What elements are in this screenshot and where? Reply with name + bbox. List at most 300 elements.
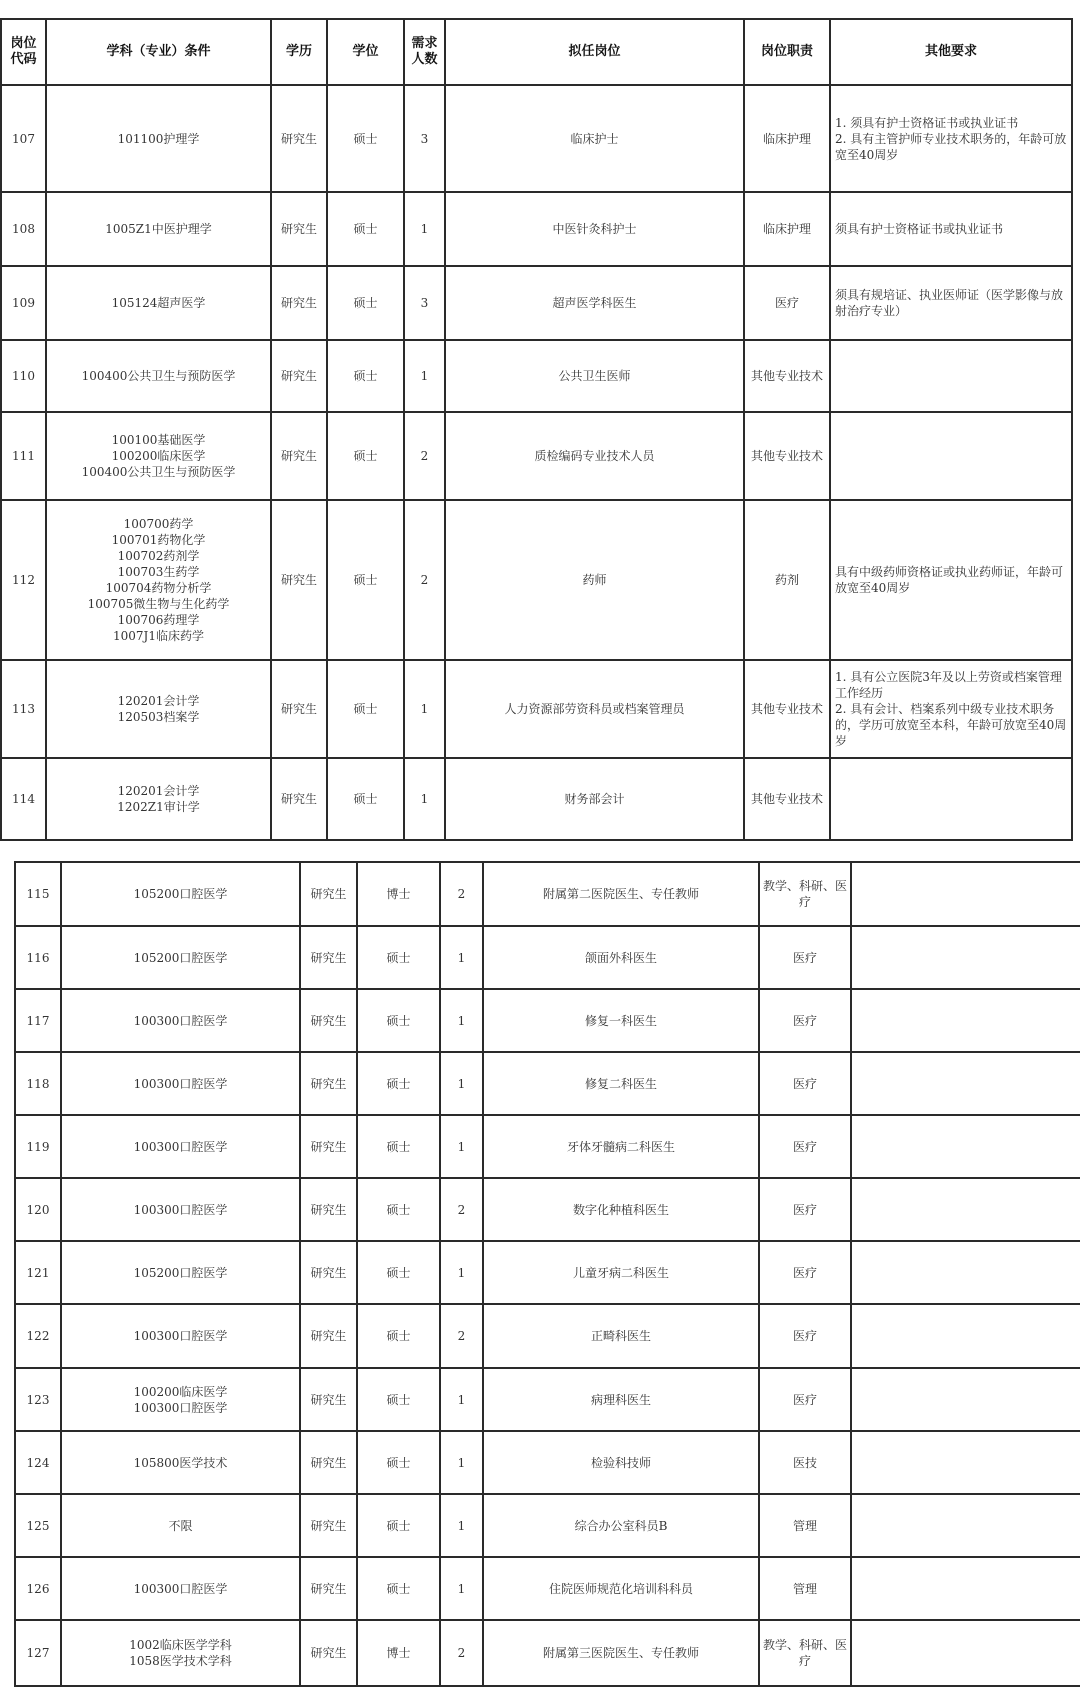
education-cell <box>271 758 327 840</box>
duty-cell <box>759 1304 851 1368</box>
cell-line: 修复二科医生 <box>584 1076 657 1091</box>
duty-cell <box>759 1115 851 1178</box>
major-cell <box>61 862 300 926</box>
cell-line: 正畸科医生 <box>590 1329 651 1343</box>
cell-line: 100703生药学 <box>117 565 200 579</box>
header-other-requirements-cell <box>830 19 1072 85</box>
duty-cell <box>744 266 830 340</box>
cell-line: 1058医学技术学科 <box>129 1654 232 1668</box>
cell-line: 研究生 <box>310 1202 347 1217</box>
cell-line: 硕士 <box>353 369 378 383</box>
count-cell <box>440 1620 483 1686</box>
cell-line: 1007J1临床药学 <box>113 629 204 643</box>
other-requirements-cell <box>830 340 1072 412</box>
position-cell <box>483 989 759 1052</box>
table-row <box>1 266 1072 340</box>
cell-line: 112 <box>12 573 35 587</box>
recruitment-table-part-2 <box>14 861 1080 1687</box>
cell-line: 研究生 <box>280 573 317 587</box>
other-requirements-cell <box>851 1368 1080 1431</box>
cell-line: 教学、科研、医疗 <box>762 1638 847 1668</box>
code-cell <box>15 862 61 926</box>
code-cell <box>15 1178 61 1241</box>
cell-line: 临床护理 <box>762 131 811 146</box>
cell-line: 医技 <box>792 1455 817 1470</box>
code-cell <box>1 85 46 192</box>
major-cell <box>61 1620 300 1686</box>
education-cell <box>300 1115 357 1178</box>
education-cell <box>271 412 327 500</box>
cell-line: 硕士 <box>386 1076 411 1091</box>
degree-cell <box>357 1178 440 1241</box>
position-cell <box>483 926 759 989</box>
major-cell <box>61 989 300 1052</box>
code-cell <box>15 1557 61 1620</box>
count-cell <box>404 85 445 192</box>
position-cell <box>483 1620 759 1686</box>
header-count-cell <box>404 19 445 85</box>
other-requirements-cell <box>830 758 1072 840</box>
cell-line: 牙体牙髓病二科医生 <box>566 1139 675 1154</box>
duty-cell <box>759 1431 851 1494</box>
major-cell <box>46 340 271 412</box>
cell-line: 病理科医生 <box>590 1392 651 1407</box>
count-cell <box>440 1241 483 1304</box>
cell-line: 116 <box>26 950 50 965</box>
degree-cell <box>327 660 404 758</box>
count-cell <box>440 1178 483 1241</box>
cell-line: 数字化种植科医生 <box>572 1202 669 1217</box>
other-requirements-cell <box>830 192 1072 266</box>
education-cell <box>271 85 327 192</box>
cell-line: 质检编码专业技术人员 <box>534 449 655 463</box>
cell-line: 人数 <box>411 52 438 67</box>
cell-line: 需求 <box>411 36 438 51</box>
header-code-cell <box>1 19 46 85</box>
other-requirements-cell <box>851 1178 1080 1241</box>
cell-line: 107 <box>12 131 35 146</box>
position-cell <box>445 340 744 412</box>
education-cell <box>300 1431 357 1494</box>
cell-line: 100706药理学 <box>117 613 200 627</box>
count-cell <box>440 1304 483 1368</box>
table-row <box>1 758 1072 840</box>
cell-line: 研究生 <box>280 131 317 146</box>
position-cell <box>483 1241 759 1304</box>
major-cell <box>61 1368 300 1431</box>
cell-line: 研究生 <box>310 1646 347 1660</box>
cell-line: 其他专业技术 <box>750 369 823 383</box>
cell-line: 100300口腔医学 <box>133 1139 228 1154</box>
header-education-cell <box>271 19 327 85</box>
cell-line: 100200临床医学 <box>133 1384 228 1399</box>
cell-line: 综合办公室科员B <box>574 1518 668 1533</box>
cell-line: 100300口腔医学 <box>133 1581 228 1596</box>
major-cell <box>61 1494 300 1557</box>
cell-line: 硕士 <box>353 449 378 463</box>
table-row <box>15 1178 1080 1241</box>
cell-line: 120503档案学 <box>117 710 200 724</box>
cell-line: 2. 具有会计、档案系列中级专业技术职务的，学历可放宽至本科，年龄可放宽至40周岁 <box>835 702 1067 748</box>
education-cell <box>300 926 357 989</box>
code-cell <box>15 1241 61 1304</box>
cell-line: 105200口腔医学 <box>133 1265 228 1280</box>
cell-line: 126 <box>26 1581 50 1596</box>
major-cell <box>61 1052 300 1115</box>
cell-line: 其他要求 <box>924 44 977 59</box>
major-cell <box>61 926 300 989</box>
code-cell <box>15 1115 61 1178</box>
count-cell <box>440 862 483 926</box>
other-requirements-cell <box>851 1494 1080 1557</box>
table-row <box>15 862 1080 926</box>
cell-line: 120201会计学 <box>117 784 200 798</box>
education-cell <box>271 660 327 758</box>
duty-cell <box>759 1241 851 1304</box>
degree-cell <box>357 1304 440 1368</box>
count-cell <box>440 926 483 989</box>
major-cell <box>46 412 271 500</box>
cell-line: 医疗 <box>774 296 799 310</box>
cell-line: 修复一科医生 <box>584 1013 657 1028</box>
cell-line: 1 <box>457 1139 466 1154</box>
cell-line: 100400公共卫生与预防医学 <box>81 369 236 383</box>
count-cell <box>404 660 445 758</box>
cell-line: 100700药学 <box>123 517 194 531</box>
cell-line: 研究生 <box>280 369 317 383</box>
cell-line: 医疗 <box>792 1013 817 1028</box>
cell-line: 儿童牙病二科医生 <box>572 1265 669 1280</box>
cell-line: 1002临床医学学科 <box>129 1638 232 1652</box>
position-cell <box>445 500 744 660</box>
other-requirements-cell <box>851 1115 1080 1178</box>
education-cell <box>300 989 357 1052</box>
cell-line: 教学、科研、医疗 <box>762 879 847 909</box>
degree-cell <box>357 1115 440 1178</box>
cell-line: 不限 <box>168 1518 193 1533</box>
other-requirements-cell <box>851 1241 1080 1304</box>
table-row <box>15 1494 1080 1557</box>
table-row <box>15 1241 1080 1304</box>
duty-cell <box>759 1052 851 1115</box>
education-cell <box>271 340 327 412</box>
duty-cell <box>744 500 830 660</box>
cell-line: 2 <box>420 573 429 587</box>
cell-line: 其他专业技术 <box>750 449 823 463</box>
cell-line: 100704药物分析学 <box>105 581 212 595</box>
cell-line: 3 <box>420 131 429 146</box>
major-cell <box>61 1431 300 1494</box>
major-cell <box>46 660 271 758</box>
duty-cell <box>759 926 851 989</box>
degree-cell <box>357 989 440 1052</box>
count-cell <box>404 412 445 500</box>
degree-cell <box>357 1241 440 1304</box>
major-cell <box>61 1241 300 1304</box>
position-cell <box>445 192 744 266</box>
cell-line: 1. 须具有护士资格证书或执业证书 <box>835 115 1019 130</box>
cell-line: 药师 <box>582 573 607 587</box>
position-cell <box>445 266 744 340</box>
cell-line: 岗位职责 <box>760 44 813 59</box>
cell-line: 研究生 <box>310 950 347 965</box>
education-cell <box>271 500 327 660</box>
recruitment-table-part-1 <box>0 18 1073 841</box>
cell-line: 研究生 <box>310 1329 347 1343</box>
cell-line: 100705微生物与生化药学 <box>87 597 230 611</box>
cell-line: 1 <box>457 1076 466 1091</box>
duty-cell <box>759 1494 851 1557</box>
position-cell <box>483 1178 759 1241</box>
other-requirements-cell <box>830 266 1072 340</box>
cell-line: 2. 具有主管护师专业技术职务的，年龄可放宽至40周岁 <box>835 131 1067 162</box>
degree-cell <box>357 1368 440 1431</box>
cell-line: 1 <box>457 1581 466 1596</box>
table-row <box>1 412 1072 500</box>
other-requirements-cell <box>851 1431 1080 1494</box>
cell-line: 硕士 <box>386 1455 411 1470</box>
cell-line: 研究生 <box>310 1581 347 1596</box>
cell-line: 119 <box>26 1139 50 1154</box>
cell-line: 其他专业技术 <box>750 702 823 716</box>
cell-line: 研究生 <box>280 702 317 716</box>
cell-line: 122 <box>26 1329 50 1343</box>
table-row <box>15 1557 1080 1620</box>
duty-cell <box>759 1620 851 1686</box>
other-requirements-cell <box>830 412 1072 500</box>
cell-line: 1 <box>420 702 429 716</box>
degree-cell <box>357 1052 440 1115</box>
table-row <box>1 192 1072 266</box>
education-cell <box>300 1368 357 1431</box>
education-cell <box>300 1241 357 1304</box>
cell-line: 120201会计学 <box>117 694 200 708</box>
cell-line: 须具有护士资格证书或执业证书 <box>835 222 1004 236</box>
code-cell <box>1 758 46 840</box>
header-row <box>1 19 1072 85</box>
table-row <box>15 1052 1080 1115</box>
header-major-cell <box>46 19 271 85</box>
cell-line: 100300口腔医学 <box>133 1076 228 1091</box>
code-cell <box>1 500 46 660</box>
cell-line: 118 <box>26 1076 50 1091</box>
cell-line: 研究生 <box>280 792 317 806</box>
other-requirements-cell <box>830 500 1072 660</box>
cell-line: 代码 <box>10 52 37 67</box>
position-cell <box>483 1052 759 1115</box>
degree-cell <box>327 340 404 412</box>
table-row <box>1 340 1072 412</box>
code-cell <box>1 660 46 758</box>
duty-cell <box>759 862 851 926</box>
duty-cell <box>744 192 830 266</box>
cell-line: 硕士 <box>353 296 378 310</box>
count-cell <box>404 192 445 266</box>
cell-line: 硕士 <box>386 1518 411 1533</box>
cell-line: 100200临床医学 <box>111 449 206 463</box>
cell-line: 学科（专业）条件 <box>106 44 211 59</box>
cell-line: 附属第三医院医生、专任教师 <box>542 1646 699 1660</box>
duty-cell <box>744 660 830 758</box>
cell-line: 学位 <box>352 44 379 59</box>
cell-line: 100100基础医学 <box>111 433 206 447</box>
count-cell <box>440 1115 483 1178</box>
degree-cell <box>327 412 404 500</box>
cell-line: 研究生 <box>310 1013 347 1028</box>
table-row <box>1 85 1072 192</box>
major-cell <box>46 500 271 660</box>
cell-line: 硕士 <box>386 1265 411 1280</box>
major-cell <box>61 1178 300 1241</box>
cell-line: 硕士 <box>386 1202 411 1217</box>
other-requirements-cell <box>851 1052 1080 1115</box>
table-row <box>15 989 1080 1052</box>
cell-line: 具有中级药师资格证或执业药师证，年龄可放宽至40周岁 <box>835 565 1064 595</box>
count-cell <box>440 1368 483 1431</box>
position-cell <box>483 1557 759 1620</box>
duty-cell <box>759 989 851 1052</box>
cell-line: 100300口腔医学 <box>133 1400 228 1415</box>
other-requirements-cell <box>830 660 1072 758</box>
cell-line: 研究生 <box>280 449 317 463</box>
code-cell <box>15 926 61 989</box>
header-duty-cell <box>744 19 830 85</box>
education-cell <box>300 1052 357 1115</box>
cell-line: 111 <box>12 449 35 463</box>
cell-line: 108 <box>12 222 35 236</box>
duty-cell <box>744 412 830 500</box>
cell-line: 研究生 <box>310 1076 347 1091</box>
cell-line: 博士 <box>386 887 411 901</box>
degree-cell <box>327 500 404 660</box>
header-degree-cell <box>327 19 404 85</box>
cell-line: 115 <box>26 887 50 901</box>
major-cell <box>46 192 271 266</box>
code-cell <box>15 1620 61 1686</box>
other-requirements-cell <box>830 85 1072 192</box>
position-cell <box>445 758 744 840</box>
major-cell <box>61 1115 300 1178</box>
major-cell <box>46 85 271 192</box>
cell-line: 住院医师规范化培训科科员 <box>548 1581 693 1596</box>
position-cell <box>483 1431 759 1494</box>
cell-line: 硕士 <box>353 573 378 587</box>
duty-cell <box>744 340 830 412</box>
cell-line: 100702药剂学 <box>117 549 200 563</box>
cell-line: 中医针灸科护士 <box>552 222 637 236</box>
cell-line: 硕士 <box>353 702 378 716</box>
cell-line: 公共卫生医师 <box>558 369 631 383</box>
duty-cell <box>759 1368 851 1431</box>
count-cell <box>404 500 445 660</box>
cell-line: 医疗 <box>792 1202 817 1217</box>
degree-cell <box>357 1494 440 1557</box>
cell-line: 1 <box>457 1455 466 1470</box>
cell-line: 研究生 <box>310 887 347 901</box>
cell-line: 1005Z1中医护理学 <box>105 222 212 236</box>
cell-line: 研究生 <box>310 1392 347 1407</box>
table-row <box>1 660 1072 758</box>
cell-line: 100701药物化学 <box>111 533 206 547</box>
cell-line: 100300口腔医学 <box>133 1202 228 1217</box>
position-cell <box>483 1368 759 1431</box>
cell-line: 人力资源部劳资科员或档案管理员 <box>504 702 685 716</box>
degree-cell <box>357 1620 440 1686</box>
cell-line: 医疗 <box>792 950 817 965</box>
cell-line: 1202Z1审计学 <box>117 800 200 814</box>
table-row <box>15 1431 1080 1494</box>
count-cell <box>404 266 445 340</box>
code-cell <box>15 1368 61 1431</box>
code-cell <box>1 340 46 412</box>
duty-cell <box>744 758 830 840</box>
table-row <box>15 1115 1080 1178</box>
count-cell <box>404 758 445 840</box>
code-cell <box>15 1304 61 1368</box>
duty-cell <box>759 1178 851 1241</box>
education-cell <box>271 192 327 266</box>
cell-line: 1 <box>457 950 466 965</box>
other-requirements-cell <box>851 1620 1080 1686</box>
cell-line: 医疗 <box>792 1139 817 1154</box>
cell-line: 113 <box>12 702 35 716</box>
table-row <box>15 1620 1080 1686</box>
other-requirements-cell <box>851 989 1080 1052</box>
degree-cell <box>357 1557 440 1620</box>
table-row <box>1 500 1072 660</box>
cell-line: 医疗 <box>792 1265 817 1280</box>
position-cell <box>483 1115 759 1178</box>
cell-line: 学历 <box>285 44 312 59</box>
cell-line: 岗位 <box>10 36 37 51</box>
cell-line: 管理 <box>792 1581 817 1596</box>
degree-cell <box>357 926 440 989</box>
cell-line: 研究生 <box>310 1265 347 1280</box>
cell-line: 研究生 <box>280 296 317 310</box>
code-cell <box>15 1431 61 1494</box>
cell-line: 硕士 <box>386 1329 411 1343</box>
duty-cell <box>744 85 830 192</box>
cell-line: 1 <box>457 1392 466 1407</box>
education-cell <box>300 862 357 926</box>
cell-line: 临床护士 <box>570 131 619 146</box>
major-cell <box>61 1304 300 1368</box>
cell-line: 其他专业技术 <box>750 792 823 806</box>
count-cell <box>404 340 445 412</box>
major-cell <box>46 758 271 840</box>
education-cell <box>300 1620 357 1686</box>
cell-line: 1 <box>420 222 429 236</box>
cell-line: 临床护理 <box>762 222 811 236</box>
cell-line: 117 <box>26 1013 50 1028</box>
code-cell <box>15 1494 61 1557</box>
cell-line: 2 <box>457 1646 466 1660</box>
cell-line: 检验科技师 <box>590 1455 651 1470</box>
cell-line: 1. 具有公立医院3年及以上劳资或档案管理工作经历 <box>835 670 1062 700</box>
cell-line: 110 <box>12 369 35 383</box>
cell-line: 1 <box>457 1013 466 1028</box>
other-requirements-cell <box>851 1557 1080 1620</box>
cell-line: 硕士 <box>386 1392 411 1407</box>
degree-cell <box>327 85 404 192</box>
cell-line: 医疗 <box>792 1329 817 1343</box>
cell-line: 管理 <box>792 1518 817 1533</box>
cell-line: 100300口腔医学 <box>133 1013 228 1028</box>
cell-line: 100400公共卫生与预防医学 <box>81 465 236 479</box>
cell-line: 105800医学技术 <box>133 1455 228 1470</box>
education-cell <box>271 266 327 340</box>
cell-line: 1 <box>420 369 429 383</box>
